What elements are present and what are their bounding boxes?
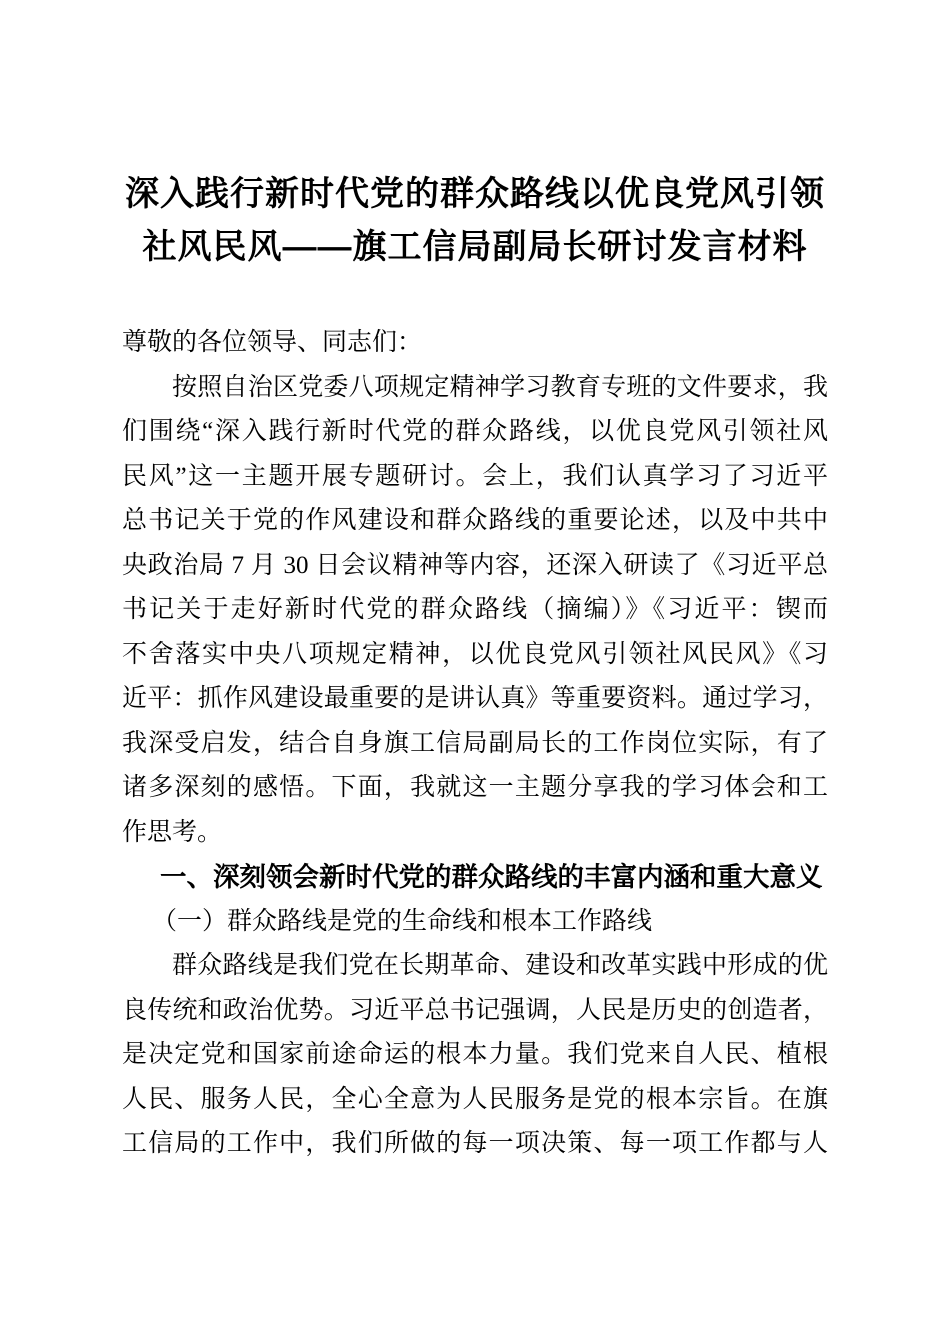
intro-paragraph	[122, 366, 828, 856]
paragraph-line: 诸多深刻的感悟。下面，我就这一主题分享我的学习体会和工	[122, 774, 828, 801]
salutation: 尊敬的各位领导、同志们：	[122, 329, 423, 356]
title-line: 社风民风——旗工信局副局长研讨发言材料	[142, 228, 808, 266]
paragraph-line: 工信局的工作中，我们所做的每一项决策、每一项工作都与人	[122, 1130, 828, 1157]
paragraph-line: 按照自治区党委八项规定精神学习教育专班的文件要求，我	[172, 373, 828, 401]
paragraph-line: 良传统和政治优势。习近平总书记强调，人民是历史的创造者，	[122, 996, 828, 1024]
paragraph-line: 我深受启发，结合自身旗工信局副局长的工作岗位实际，有了	[122, 729, 828, 757]
paragraph-line: 群众路线是我们党在长期革命、建设和改革实践中形成的优	[172, 952, 828, 979]
section-heading: 一、深刻领会新时代党的群众路线的丰富内涵和重大意义	[160, 862, 823, 892]
paragraph-line: 人民、服务人民，全心全意为人民服务是党的根本宗旨。在旗	[122, 1085, 828, 1113]
paragraph-line: 作思考。	[122, 818, 223, 846]
paragraph-line: 不舍落实中央八项规定精神，以优良党风引领社风民风》《习	[122, 640, 828, 668]
paragraph-line: 们围绕“深入践行新时代党的群众路线，以优良党风引领社风	[122, 418, 828, 445]
paragraph-line: 书记关于走好新时代党的群众路线（摘编）》《习近平：锲而	[122, 596, 828, 623]
section-paragraph	[122, 944, 828, 1167]
document-body	[122, 321, 828, 1167]
paragraph-line: 央政治局 7 月 30 日会议精神等内容，还深入研读了《习近平总	[122, 551, 828, 579]
paragraph-line: 总书记关于党的作风建设和群众路线的重要论述，以及中共中	[122, 507, 828, 534]
paragraph-line: 民风”这一主题开展专题研讨。会上，我们认真学习了习近平	[122, 462, 828, 490]
document-title	[122, 168, 828, 274]
title-line: 深入践行新时代党的群众路线以优良党风引领	[125, 175, 825, 213]
paragraph-line: 近平：抓作风建设最重要的是讲认真》等重要资料。通过学习，	[122, 685, 828, 712]
subsection-heading: （一）群众路线是党的生命线和根本工作路线	[152, 907, 653, 935]
paragraph-line: 是决定党和国家前途命运的根本力量。我们党来自人民、植根	[122, 1041, 828, 1068]
